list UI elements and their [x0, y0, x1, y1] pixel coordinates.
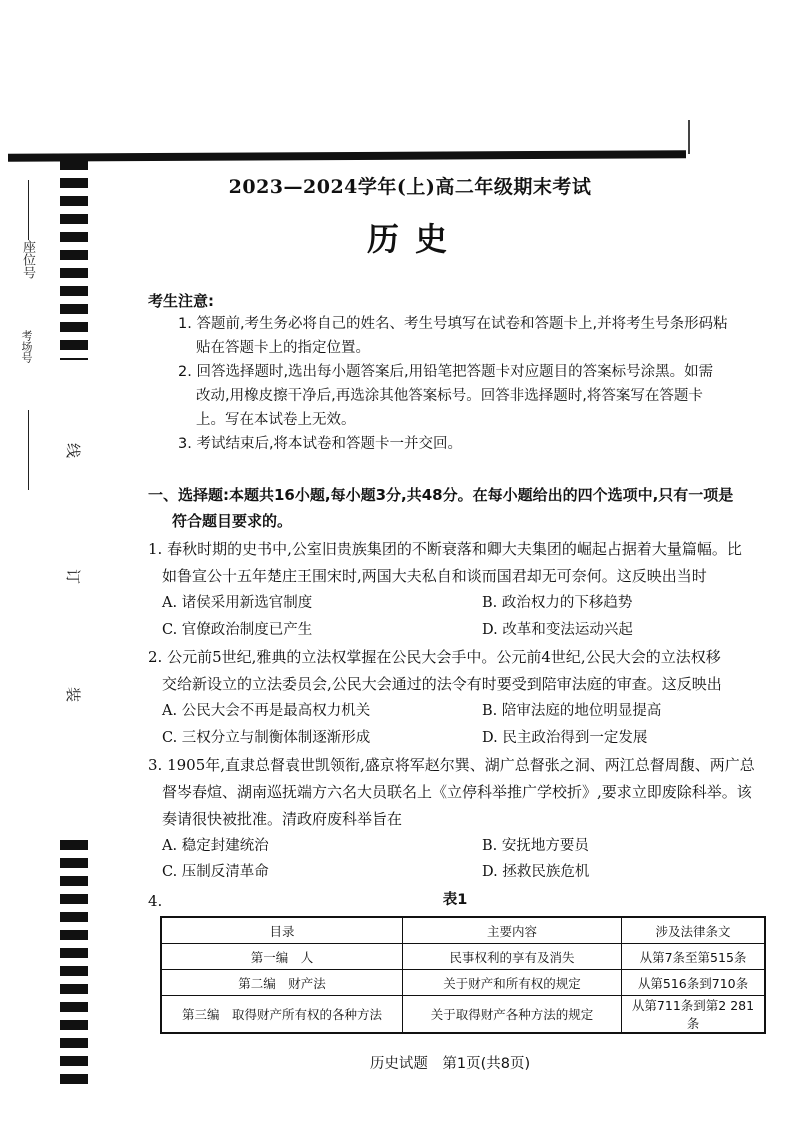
option-a[interactable]: A. 公民大会不再是最高权力机关 [162, 703, 371, 719]
table-cell: 关于取得财产各种方法的规定 [403, 996, 622, 1034]
exam-title: 2023—2024学年(上)高二年级期末考试 [228, 176, 592, 198]
question-2 [148, 644, 770, 698]
option-b[interactable]: B. 安抚地方要员 [482, 838, 589, 854]
question-line: 交给新设立的立法委员会,公民大会通过的法令有时要受到陪审法庭的审查。这反映出 [162, 675, 722, 693]
question-line: 3. 1905年,直隶总督袁世凯领衔,盛京将军赵尔巽、湖广总督张之洞、两江总督周馥、两广总 [148, 756, 755, 774]
table-cell: 从第711条到第2 281条 [622, 996, 766, 1034]
option-d[interactable]: D. 民主政治得到一定发展 [482, 730, 648, 746]
binding-stripes-bottom [60, 840, 88, 1090]
exam-no-line [28, 410, 29, 490]
table-header-cell: 主要内容 [403, 917, 622, 944]
note-line: 改动,用橡皮擦干净后,再选涂其他答案标号。回答非选择题时,将答案写在答题卡 [196, 388, 703, 404]
note-line: 1. 答题前,考生务必将自己的姓名、考生号填写在试卷和答题卡上,并将考生号条形码粘 [178, 316, 728, 332]
table-cell: 第三编 取得财产所有权的各种方法 [161, 996, 403, 1034]
table-caption: 表1 [442, 892, 468, 908]
table-row [161, 996, 765, 1034]
question-3 [148, 752, 770, 833]
question-1 [148, 536, 770, 590]
option-b[interactable]: B. 陪审法庭的地位明显提高 [482, 703, 662, 719]
table-header-cell: 涉及法律条文 [622, 917, 766, 944]
binding-char-zhuang: 装 [64, 686, 83, 703]
table-cell: 从第516条到710条 [622, 970, 766, 996]
question-line: 奏请很快被批准。清政府废科举旨在 [162, 810, 403, 828]
table-cell: 第一编 人 [161, 944, 403, 970]
binding-char-ding: 订 [64, 568, 83, 585]
binding-stripes-top [60, 160, 88, 360]
table-cell: 第二编 财产法 [161, 970, 403, 996]
seat-line [28, 180, 29, 240]
option-c[interactable]: C. 压制反清革命 [162, 864, 269, 880]
table-row [161, 970, 765, 996]
table-cell: 从第7条至第515条 [622, 944, 766, 970]
option-d[interactable]: D. 拯救民族危机 [482, 864, 590, 880]
section-heading-line: 一、选择题:本题共16小题,每小题3分,共48分。在每小题给出的四个选项中,只有一项是 [148, 486, 734, 504]
option-b[interactable]: B. 政治权力的下移趋势 [482, 595, 633, 611]
section-heading-line: 符合题目要求的。 [172, 512, 293, 530]
binding-char-line: 线 [64, 442, 83, 459]
section-heading [148, 482, 770, 534]
question-line: 如鲁宣公十五年楚庄王围宋时,两国大夫私自和谈而国君却无可奈何。这反映出当时 [162, 567, 707, 585]
question-4-number: 4. [148, 892, 163, 910]
table-cell: 关于财产和所有权的规定 [403, 970, 622, 996]
note-line: 3. 考试结束后,将本试卷和答题卡一并交回。 [178, 436, 463, 452]
option-a[interactable]: A. 诸侯采用新选官制度 [162, 595, 313, 611]
exam-no-label: 考场号 [20, 330, 33, 363]
binding-strip [0, 0, 120, 1123]
option-a[interactable]: A. 稳定封建统治 [162, 838, 269, 854]
option-d[interactable]: D. 改革和变法运动兴起 [482, 622, 633, 638]
question-line: 督岑春煊、湖南巡抚端方六名大员联名上《立停科举推广学校折》,要求立即废除科举。该 [162, 783, 752, 801]
seat-label: 座位号 [20, 240, 35, 279]
note-line: 上。写在本试卷上无效。 [196, 412, 356, 428]
page-footer: 历史试题 第1页(共8页) [369, 1056, 531, 1072]
note-line: 2. 回答选择题时,选出每小题答案后,用铅笔把答题卡对应题目的答案标号涂黑。如需 [178, 364, 714, 380]
question-line: 2. 公元前5世纪,雅典的立法权掌握在公民大会手中。公元前4世纪,公民大会的立法权移 [148, 648, 721, 666]
question-line: 1. 春秋时期的史书中,公室旧贵族集团的不断衰落和卿大夫集团的崛起占据着大量篇幅。比 [148, 540, 742, 558]
table-header-cell: 目录 [161, 917, 403, 944]
notes-heading: 考生注意: [148, 292, 214, 310]
table-header-row [161, 917, 765, 944]
scan-corner-mark [688, 120, 690, 154]
option-c[interactable]: C. 三权分立与制衡体制逐渐形成 [162, 730, 371, 746]
table-cell: 民事权利的享有及消失 [403, 944, 622, 970]
note-line: 贴在答题卡上的指定位置。 [196, 340, 370, 356]
table-row [161, 944, 765, 970]
subject-title: 历史 [366, 220, 463, 258]
option-c[interactable]: C. 官僚政治制度已产生 [162, 622, 313, 638]
data-table [160, 916, 766, 1034]
